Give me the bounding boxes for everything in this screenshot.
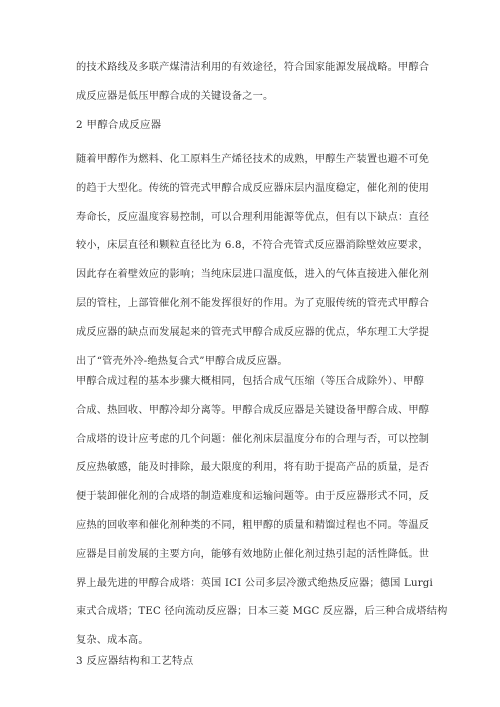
text-line: 复杂、成本高。 xyxy=(76,635,149,647)
text-line: 层的管柱，上部管催化剂不能发挥很好的作用。为了克服传统的管壳式甲醇合 xyxy=(76,297,430,309)
text-line: 因此存在着壁效应的影响；当纯床层进口温度低，进入的气体直接进入催化剂 xyxy=(76,269,430,281)
text-line: 较小，床层直径和颗粒直径比为 6.8，不符合壳管式反应器消除壁效应要求， xyxy=(76,240,429,252)
section-heading-2: 2 甲醇合成反应器 xyxy=(76,119,162,131)
text-line: 束式合成塔；TEC 径向流动反应器；日本三菱 MGC 反应器，后三种合成塔结构 xyxy=(76,606,448,618)
text-line: 随着甲醇作为燃料、化工原料生产烯径技术的成熟，甲醇生产装置也避不可免 xyxy=(76,154,430,165)
text-line: 合成、热回收、甲醇冷却分离等。甲醇合成反应器是关键设备甲醇合成、甲醇 xyxy=(76,404,430,416)
text-line: 成反应器的缺点而发展起来的管壳式甲醇合成反应器的优点，华东理工大学提 xyxy=(76,326,430,338)
text-line: 成反应器是低压甲醇合成的关键设备之一。 xyxy=(76,90,274,102)
section-heading-3: 3 反应器结构和工艺特点 xyxy=(76,655,194,667)
text-line: 应热的回收率和催化剂种类的不同，粗甲醇的质量和精馏过程也不同。等温反 xyxy=(76,519,430,531)
text-line: 出了“管壳外冷-绝热复合式”甲醇合成反应器。 xyxy=(76,355,288,367)
text-line: 的趋于大型化。传统的管壳式甲醇合成反应器床层内温度稳定，催化剂的使用 xyxy=(76,182,430,194)
paragraph-reactor-development xyxy=(76,146,430,376)
paragraph-intro xyxy=(76,54,430,112)
text-line: 合成塔的设计应考虑的几个问题：催化剂床层温度分布的合理与否，可以控制 xyxy=(76,433,430,445)
text-line: 界上最先进的甲醇合成塔：英国 ICI 公司多层冷激式绝热反应器；德国 Lurgi xyxy=(76,577,433,589)
text-line: 反应热敏感，能及时排除，最大限度的利用，将有助于提高产品的质量，是否 xyxy=(76,462,430,474)
text-line: 寿命长，反应温度容易控制，可以合理利用能源等优点，但有以下缺点：直径 xyxy=(76,211,430,223)
paragraph-synthesis-process xyxy=(76,368,448,656)
text-line: 的技术路线及多联产煤清洁利用的有效途径，符合国家能源发展战略。甲醇合 xyxy=(76,62,430,73)
text-line: 应器是目前发展的主要方向，能够有效地防止催化剂过热引起的活性降低。世 xyxy=(76,548,430,560)
text-line: 甲醇合成过程的基本步骤大概相同，包括合成气压缩（等压合成除外）、甲醇 xyxy=(76,376,425,387)
text-line: 便于装卸催化剂的合成塔的制造难度和运输问题等。由于反应器形式不同，反 xyxy=(76,491,430,503)
